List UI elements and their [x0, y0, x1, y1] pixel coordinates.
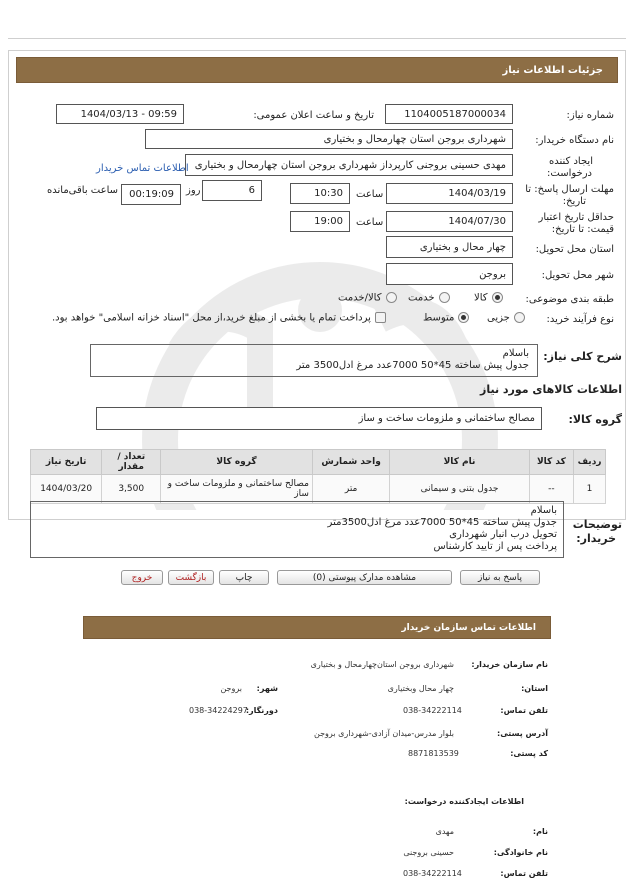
- creator-last-name-value: حسینی بروجنی: [403, 848, 454, 857]
- contact-city-value: بروجن: [220, 684, 242, 693]
- category-label: طبقه بندی موضوعی:: [525, 294, 614, 305]
- table-header-row: [31, 450, 606, 475]
- creator-field: مهدی حسینی بروجنی کارپرداز شهرداری بروجن استان چهارمحال و بختیاری: [185, 154, 513, 176]
- process-label: نوع فرآیند خرید:: [546, 314, 614, 325]
- summary-line-2: جدول پیش ساخته 45*50 7000عدد مرغ ادل3500 متر: [296, 360, 529, 371]
- contact-title: اطلاعات تماس سازمان خریدار: [401, 622, 536, 633]
- validity-label-2: قیمت: تا تاریخ:: [551, 224, 614, 235]
- creator-first-name-label: نام:: [532, 827, 548, 836]
- creator-phone-value: 038-34222114: [403, 869, 462, 878]
- back-button[interactable]: بازگشت: [168, 570, 214, 585]
- buyer-org-field: شهرداری بروجن استان چهارمحال و بختیاری: [145, 129, 513, 149]
- goods-section-title: اطلاعات کالاهای مورد نیاز: [480, 383, 622, 396]
- buyer-notes-label-2: خریدار:: [576, 532, 616, 545]
- contact-address-label: آدرس پستی:: [497, 729, 548, 738]
- col-unit: واحد شمارش: [312, 450, 389, 475]
- buyer-notes-label-1: توضیحات: [572, 518, 622, 531]
- process-option-minor[interactable]: جزیی: [487, 312, 525, 324]
- contact-address-value: بلوار مدرس-میدان آزادی-شهرداری بروجن: [314, 729, 454, 738]
- category-option-goods[interactable]: کالا: [474, 292, 503, 304]
- creator-label-1: ایجاد کننده: [549, 156, 593, 167]
- treasury-option[interactable]: پرداخت تمام یا بخشی از مبلغ خرید،از محل "اسناد خزانه اسلامی" خواهد بود.: [52, 312, 386, 324]
- col-date: تاریخ نیاز: [31, 450, 102, 475]
- col-name: نام کالا: [390, 450, 529, 475]
- buyer-notes-line: پرداخت پس از تایید کارشناس: [433, 541, 557, 552]
- buyer-notes-line: جدول پیش ساخته 45*50 7000عدد مرغ ادل3500متر: [327, 517, 557, 528]
- radio-icon: [439, 292, 450, 303]
- category-option-both[interactable]: کالا/خدمت: [338, 292, 397, 304]
- exit-button[interactable]: خروج: [121, 570, 163, 585]
- contact-org-label: نام سازمان خریدار:: [471, 660, 548, 669]
- deadline-date-field: 1404/03/19: [386, 183, 513, 204]
- contact-phone-label: تلفن تماس:: [500, 706, 548, 715]
- col-row: ردیف: [574, 450, 606, 475]
- deadline-label-2: تاریخ:: [562, 196, 586, 207]
- col-qty: تعداد / مقدار: [102, 450, 161, 475]
- attachments-button[interactable]: مشاهده مدارک پیوستی (0): [277, 570, 452, 585]
- contact-header: [83, 616, 551, 639]
- cell-code: --: [529, 475, 573, 504]
- city-field: بروجن: [386, 263, 513, 285]
- summary-label: شرح کلی نیاز:: [543, 350, 622, 363]
- remaining-time-label: ساعت باقی‌مانده: [47, 185, 119, 196]
- reply-button[interactable]: پاسخ به نیاز: [460, 570, 540, 585]
- contact-province-label: استان:: [521, 684, 548, 693]
- radio-icon: [492, 292, 503, 303]
- goods-table: [30, 449, 606, 504]
- checkbox-icon: [375, 312, 386, 323]
- goods-group-label: گروه کالا:: [568, 413, 622, 426]
- creator-info-title: اطلاعات ایجادکننده درخواست:: [404, 797, 524, 806]
- details-panel-header: [16, 57, 618, 83]
- creator-first-name-value: مهدی: [435, 827, 454, 836]
- process-option-medium[interactable]: متوسط: [423, 312, 469, 324]
- days-field: 6: [202, 180, 262, 201]
- table-row: [31, 475, 606, 504]
- col-code: کد کالا: [529, 450, 573, 475]
- contact-fax-value: 038-34224297: [189, 706, 248, 715]
- announce-field: 1404/03/13 - 09:59: [56, 104, 184, 124]
- creator-last-name-label: نام خانوادگی:: [493, 848, 548, 857]
- creator-phone-label: تلفن تماس:: [500, 869, 548, 878]
- province-label: استان محل تحویل:: [535, 244, 614, 255]
- validity-date-field: 1404/07/30: [386, 211, 513, 232]
- summary-line-1: باسلام: [502, 348, 529, 359]
- goods-group-field: مصالح ساختمانی و ملزومات ساخت و ساز: [96, 407, 542, 430]
- category-option-service[interactable]: خدمت: [408, 292, 450, 304]
- validity-time-label: ساعت: [356, 217, 384, 228]
- radio-icon: [386, 292, 397, 303]
- contact-postal-value: 8871813539: [408, 749, 459, 758]
- cell-name: جدول بتنی و سیمانی: [390, 475, 529, 504]
- contact-fax-label: دورنگار:: [245, 706, 278, 715]
- radio-icon: [514, 312, 525, 323]
- deadline-time-field: 10:30: [290, 183, 350, 204]
- days-label: روز: [186, 185, 201, 196]
- contact-phone-value: 038-34222114: [403, 706, 462, 715]
- top-divider: [8, 38, 626, 39]
- cell-unit: متر: [312, 475, 389, 504]
- cell-group: مصالح ساختمانی و ملزومات ساخت و ساز: [161, 475, 313, 504]
- cell-qty: 3,500: [102, 475, 161, 504]
- deadline-time-label: ساعت: [356, 189, 384, 200]
- validity-label-1: حداقل تاریخ اعتبار: [538, 212, 614, 223]
- cell-row: 1: [574, 475, 606, 504]
- contact-province-value: چهار محال وبختیاری: [387, 684, 454, 693]
- contact-city-label: شهر:: [256, 684, 278, 693]
- city-label: شهر محل تحویل:: [541, 270, 614, 281]
- need-number-label: شماره نیاز:: [566, 110, 614, 121]
- buyer-contact-link[interactable]: اطلاعات تماس خریدار: [96, 163, 189, 174]
- need-number-field: 1104005187000034: [385, 104, 513, 124]
- buyer-notes-box: [30, 501, 564, 558]
- remaining-time-field: 00:19:09: [121, 184, 181, 205]
- radio-icon: [458, 312, 469, 323]
- col-group: گروه کالا: [161, 450, 313, 475]
- buyer-notes-line: تحویل درب انبار شهرداری: [449, 529, 557, 540]
- announce-label: تاریخ و ساعت اعلان عمومی:: [253, 110, 374, 121]
- province-field: چهار محال و بختیاری: [386, 236, 513, 258]
- validity-time-field: 19:00: [290, 211, 350, 232]
- cell-date: 1404/03/20: [31, 475, 102, 504]
- contact-org-value: شهرداری بروجن استان‌چهارمحال و بختیاری: [310, 660, 454, 669]
- buyer-org-label: نام دستگاه خریدار:: [535, 135, 614, 146]
- panel-title: جزئیات اطلاعات نیاز: [502, 64, 603, 76]
- summary-box: [90, 344, 538, 377]
- deadline-label-1: مهلت ارسال پاسخ: تا: [525, 184, 614, 195]
- contact-postal-label: کد پستی:: [510, 749, 548, 758]
- buyer-notes-line: باسلام: [530, 505, 557, 516]
- creator-label-2: درخواست:: [547, 168, 592, 179]
- print-button[interactable]: چاپ: [219, 570, 269, 585]
